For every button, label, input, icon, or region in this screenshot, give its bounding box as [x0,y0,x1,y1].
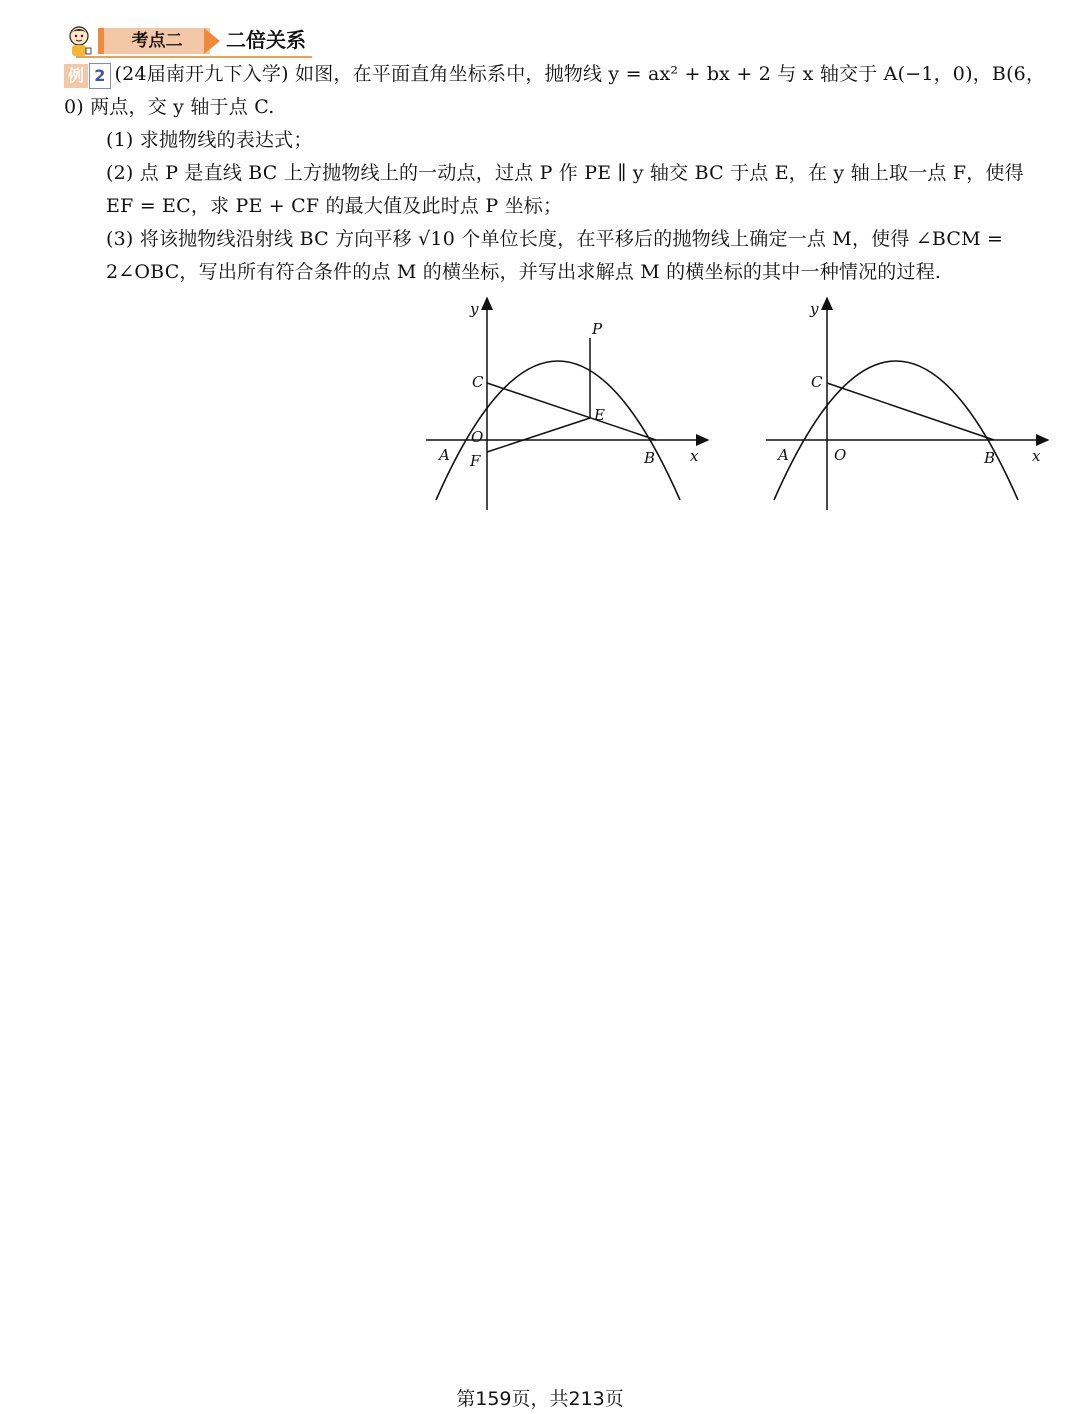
label-c: C [472,373,484,391]
example-badge-number: 2 [89,63,110,89]
label-p: P [592,320,603,338]
example-badge [64,63,111,87]
label-f: F [470,452,481,470]
problem-intro: (24届南开九下入学) 如图，在平面直角坐标系中，抛物线 y = ax² + bx + 2 与 x 轴交于 A(−1，0)，B(6，0) 两点，交 y 轴于点 C. [64,63,1046,118]
label-o: O [471,428,484,446]
label-o: O [834,446,847,464]
figure-2-diagram [758,290,1058,515]
figure-1-diagram [418,290,718,515]
section-header [60,22,330,58]
segment-fe [487,418,590,452]
label-y: y [810,300,819,318]
label-x: x [1032,447,1041,465]
label-y: y [470,300,479,318]
question-part-2: (2) 点 P 是直线 BC 上方抛物线上的一动点，过点 P 作 PE ∥ y 轴交 BC 于点 E，在 y 轴上取一点 F，使得 EF = EC，求 PE + CF 的最大值及此时点 P 坐标； [106,162,1024,217]
question-part-3: (3) 将该抛物线沿射线 BC 方向平移 √10 个单位长度，在平移后的抛物线上确定一点 M，使得 ∠BCM = 2∠OBC，写出所有符合条件的点 M 的横坐标，并写出求解点 M 的横坐标的其中一种情况的过程. [106,228,1004,283]
page-number: 第159页，共213页 [456,1388,624,1410]
problem-block [64,58,1056,289]
example-badge-label: 例 [64,64,88,88]
label-e: E [594,406,605,424]
student-mascot-icon [64,24,94,58]
label-a: A [778,446,789,464]
problem-intro-line [64,58,1056,124]
section-tab-label: 考点二 [98,28,210,54]
label-b: B [984,449,996,467]
label-x: x [690,447,699,465]
label-b: B [644,449,656,467]
label-a: A [439,446,450,464]
label-c: C [811,373,823,391]
tab-arrow-icon [204,28,220,54]
section-title: 二倍关系 [226,28,306,52]
question-part-1: (1) 求抛物线的表达式； [106,129,313,151]
